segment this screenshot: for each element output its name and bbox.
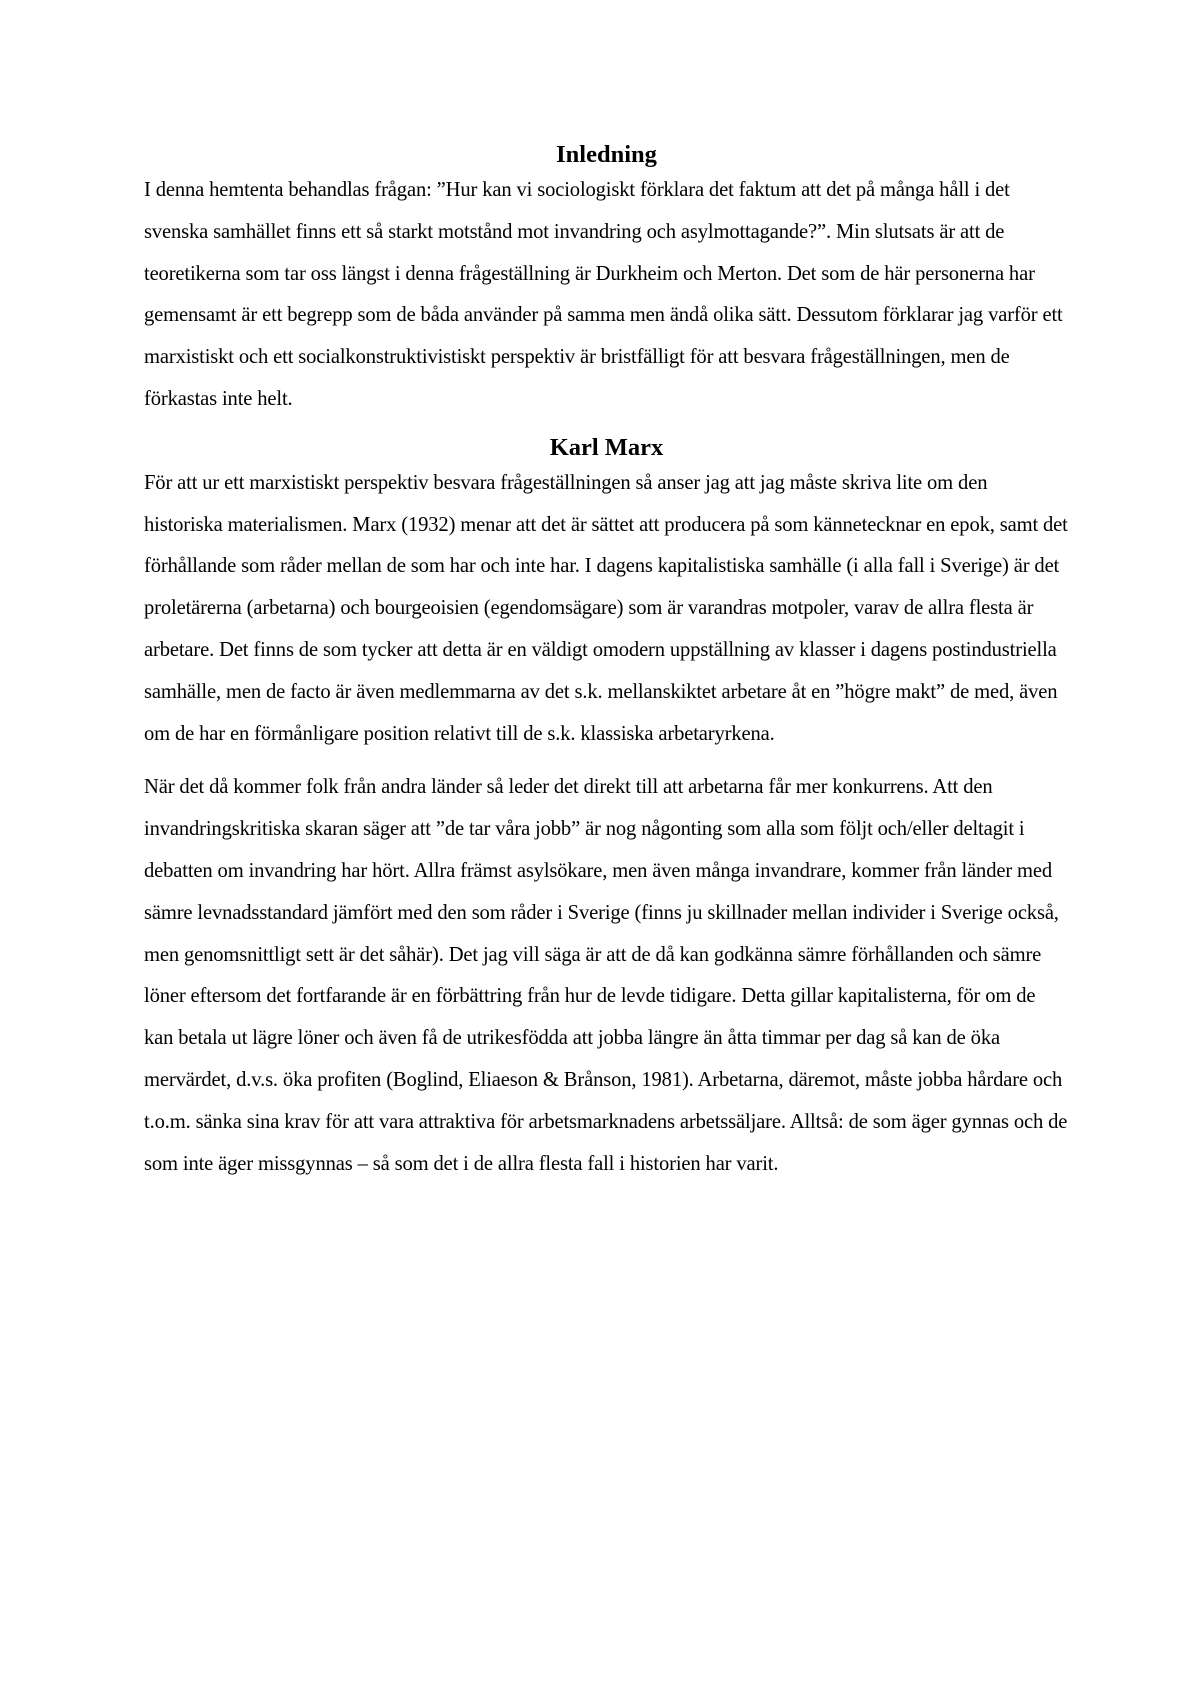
- paragraph: När det då kommer folk från andra länder så leder det direkt till att arbetarna får mer konkurrens. Att den invandringskritiska skaran säger att ”de tar våra jobb” är nog någonting som alla som följt och/eller deltagit i debatten om invandring har hört. Allra främst asylsökare, men även många invandrare, kommer från länder med sämre levnadsstandard jämfört med den som råder i Sverige (finns ju skillnader mellan individer i Sverige också, men genomsnittligt sett är det såhär). Det jag vill säga är att de då kan godkänna sämre förhållanden och sämre löner eftersom det fortfarande är en förbättring från hur de levde tidigare. Detta gillar kapitalisterna, för om de kan betala ut lägre löner och även få de utrikesfödda att jobba längre än åtta timmar per dag så kan de öka mervärdet, d.v.s. öka profiten (Boglind, Eliaeson & Brånson, 1981). Arbetarna, däremot, måste jobba hårdare och t.o.m. sänka sina krav för att vara attraktiva för arbetsmarknadens arbetssäljare. Alltså: de som äger gynnas och de som inte äger missgynnas – så som det i de allra flesta fall i historien har varit.: [144, 776, 1068, 1175]
- document-body: [144, 140, 1069, 1197]
- section-karl-marx: [144, 433, 1069, 1186]
- section-heading: Inledning: [556, 141, 657, 168]
- section-inledning: [144, 140, 1069, 421]
- paragraph: För att ur ett marxistiskt perspektiv besvara frågeställningen så anser jag att jag måste skriva lite om den historiska materialismen. Marx (1932) menar att det är sättet att producera på som kännetecknar en epok, samt det förhållande som råder mellan de som har och inte har. I dagens kapitalistiska samhälle (i alla fall i Sverige) är det proletärerna (arbetarna) och bourgeoisien (egendomsägare) som är varandras motpoler, varav de allra flesta är arbetare. Det finns de som tycker att detta är en väldigt omodern uppställning av klasser i dagens postindustriella samhälle, men de facto är även medlemmarna av det s.k. mellanskiktet arbetare åt en ”högre makt” de med, även om de har en förmånligare position relativt till de s.k. klassiska arbetaryrkena.: [144, 471, 1068, 745]
- paragraph: I denna hemtenta behandlas frågan: ”Hur kan vi sociologiskt förklara det faktum att det på många håll i det svenska samhället finns ett så starkt motstånd mot invandring och asylmottagande?”. Min slutsats är att de teoretikerna som tar oss längst i denna frågeställning är Durkheim och Merton. Det som de här personerna har gemensamt är ett begrepp som de båda använder på samma men ändå olika sätt. Dessutom förklarar jag varför ett marxistiskt och ett socialkonstruktivistiskt perspektiv är bristfälligt för att besvara frågeställningen, men de förkastas inte helt.: [144, 179, 1063, 410]
- section-heading: Karl Marx: [549, 433, 664, 461]
